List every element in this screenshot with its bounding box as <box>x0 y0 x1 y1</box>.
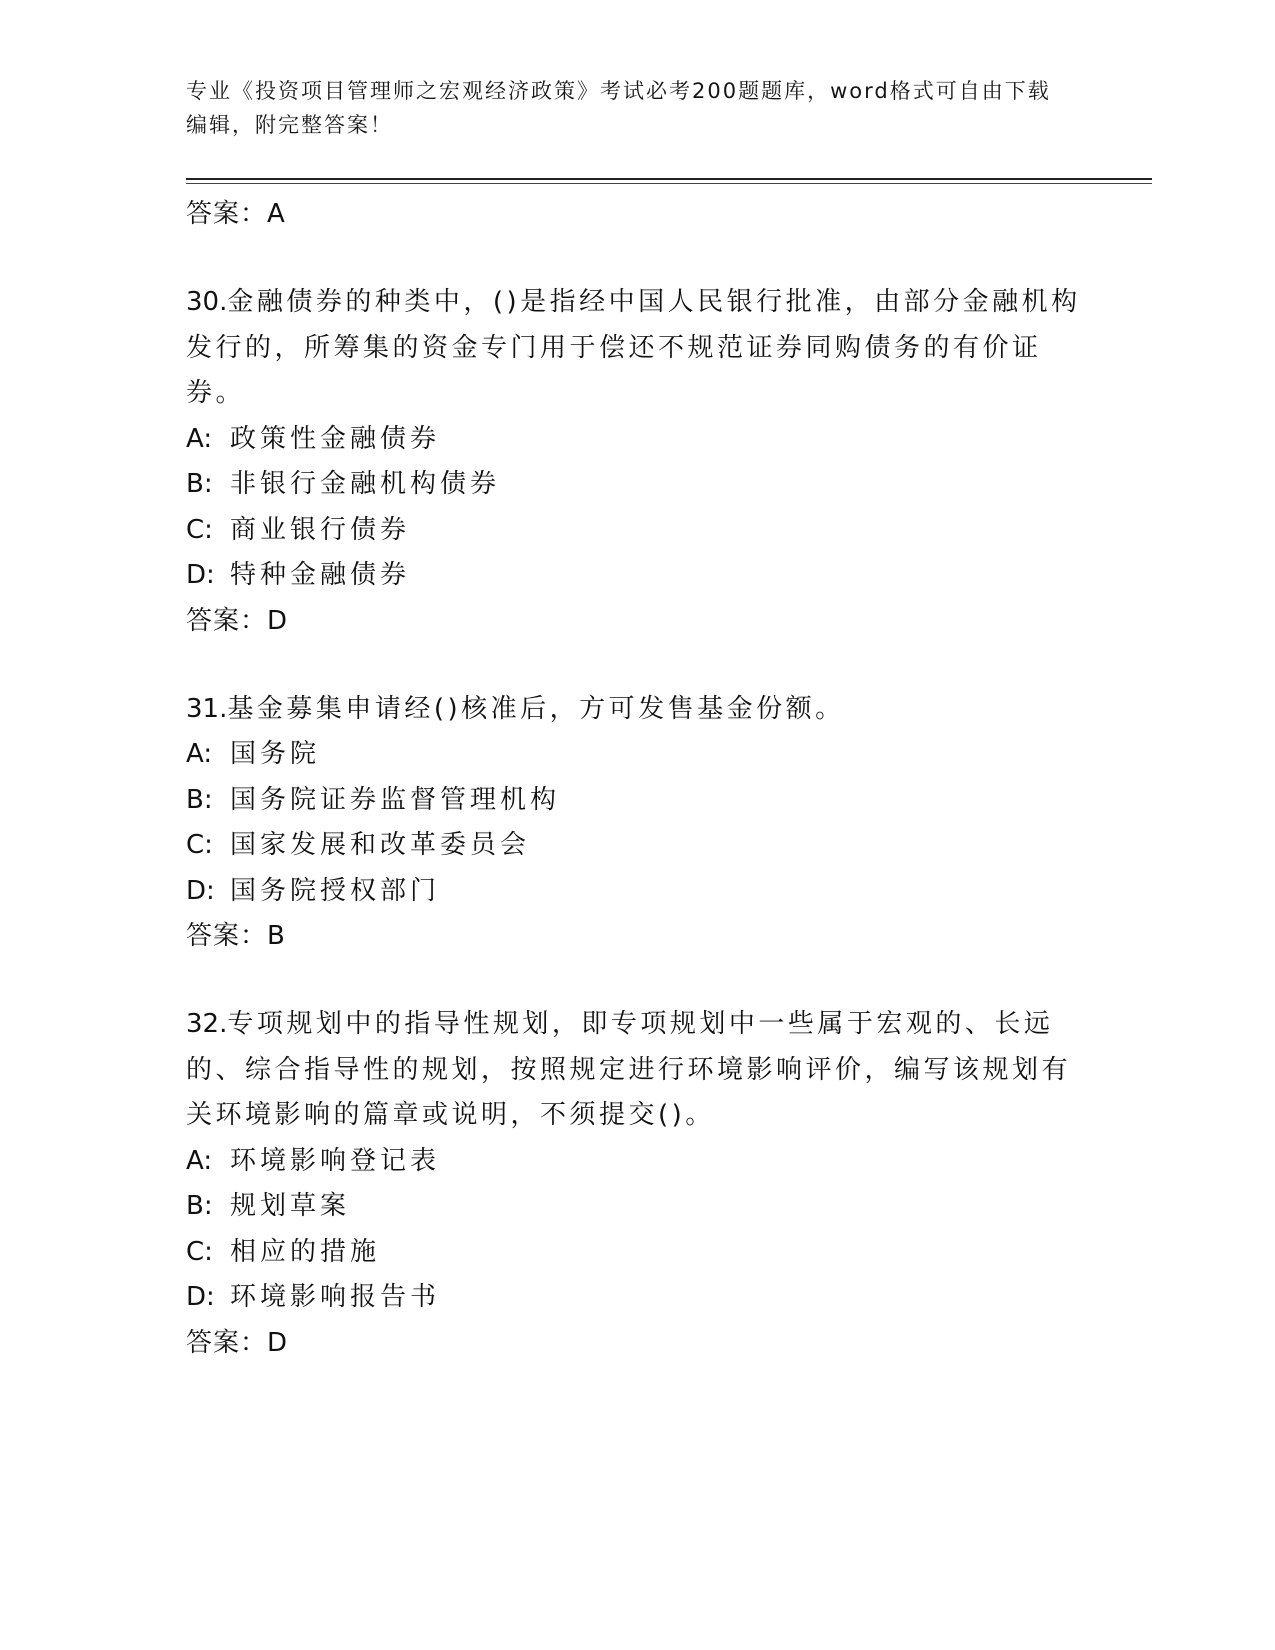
option-text: 非银行金融机构债券 <box>230 469 501 499</box>
option-text: 国务院证券监督管理机构 <box>230 784 561 815</box>
option-key: C: <box>186 1236 213 1267</box>
option-text: 国务院授权部门 <box>230 875 441 906</box>
header-divider-thin <box>186 183 1152 184</box>
option-key: B: <box>186 469 213 499</box>
answer-value: D <box>267 1327 289 1358</box>
question-stem <box>186 1002 1086 1139</box>
question-block <box>186 687 1086 959</box>
answer-value: B <box>267 921 286 951</box>
option-c <box>186 1230 1086 1276</box>
question-block <box>186 280 1086 643</box>
question-stem <box>186 280 1086 417</box>
header-note: 专业《投资项目管理师之宏观经济政策》考试必考200题题库，word格式可自由下载编辑，附完整答案！ <box>186 79 1051 137</box>
option-a <box>186 1139 1086 1185</box>
option-text: 环境影响登记表 <box>230 1145 441 1176</box>
question-number: 32. <box>186 1009 228 1039</box>
question-text: 金融债券的种类中，()是指经中国人民银行批准，由部分金融机构发行的，所筹集的资金专门用于偿还不规范证券同购债务的有价证券。 <box>186 287 1081 408</box>
option-b <box>186 778 1086 824</box>
option-d <box>186 1275 1086 1321</box>
option-b <box>186 462 1086 508</box>
option-d <box>186 553 1086 599</box>
option-text: 商业银行债券 <box>230 514 411 545</box>
option-text: 环境影响报告书 <box>230 1282 441 1312</box>
option-key: A: <box>186 1145 213 1176</box>
question-stem <box>186 687 1086 733</box>
question-number: 30. <box>186 287 228 317</box>
question-block <box>186 1002 1086 1365</box>
header-divider-thick <box>186 178 1152 180</box>
option-key: B: <box>186 784 213 815</box>
option-c <box>186 508 1086 554</box>
option-text: 规划草案 <box>230 1191 351 1221</box>
option-b <box>186 1184 1086 1230</box>
option-key: A: <box>186 739 213 769</box>
option-key: C: <box>186 514 213 545</box>
option-key: B: <box>186 1191 213 1221</box>
option-text: 相应的措施 <box>230 1236 381 1267</box>
answer-value: A <box>267 199 286 229</box>
option-c <box>186 823 1086 869</box>
option-key: D: <box>186 560 215 590</box>
option-text: 国家发展和改革委员会 <box>230 830 531 860</box>
answer-prefix: 答案： <box>186 199 268 229</box>
answer-value: D <box>267 605 289 636</box>
question-list <box>186 188 1086 1365</box>
option-a <box>186 417 1086 463</box>
option-d <box>186 869 1086 915</box>
option-key: D: <box>186 1282 215 1312</box>
answer-prefix: 答案： <box>186 1327 268 1358</box>
answer-prefix: 答案： <box>186 921 268 951</box>
answer-line <box>186 1321 1086 1365</box>
option-key: A: <box>186 423 213 454</box>
option-key: C: <box>186 830 213 860</box>
question-number: 31. <box>186 693 228 724</box>
option-text: 政策性金融债券 <box>230 423 441 454</box>
option-a <box>186 732 1086 778</box>
previous-answer-line <box>186 192 1086 236</box>
option-text: 国务院 <box>230 739 321 769</box>
answer-prefix: 答案： <box>186 605 268 636</box>
answer-line <box>186 914 1086 958</box>
option-key: D: <box>186 875 215 906</box>
question-text: 基金募集申请经()核准后，方可发售基金份额。 <box>227 693 845 724</box>
answer-line <box>186 599 1086 643</box>
option-text: 特种金融债券 <box>230 560 411 590</box>
question-text: 专项规划中的指导性规划，即专项规划中一些属于宏观的、长远的、综合指导性的规划，按照规定进行环境影响评价，编写该规划有关环境影响的篇章或说明，不须提交()。 <box>186 1009 1072 1130</box>
